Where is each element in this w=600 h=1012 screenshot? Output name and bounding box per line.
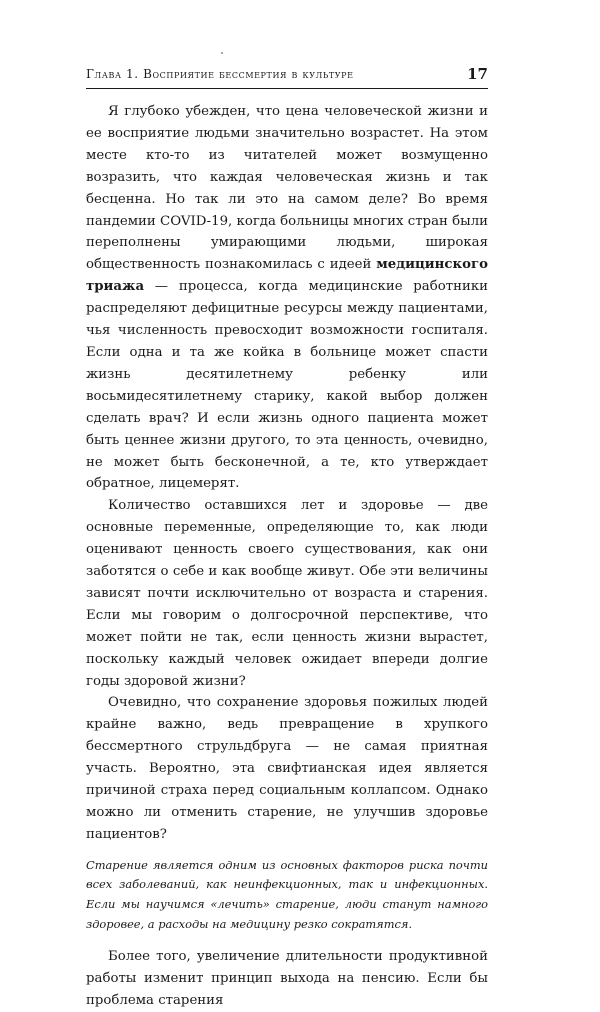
paragraph: Количество оставшихся лет и здоровье — две основные переменные, определяющие то, как люди оценивают ценность своего существования, как они заботятся о себе и как вообще живут. Обе эти величины зависят почти исключительно от возраста и старения. Если мы говорим о долгосрочной перспективе, что может пойти не так, если ценность жизни вырастет, поскольку каждый человек ожидает впереди долгие годы здоровой жизни? [86,498,488,689]
paragraph [86,101,488,495]
paragraph: Очевидно, что сохранение здоровья пожилых людей крайне важно, ведь превращение в хрупкого бессмертного струльдбруга — не самая приятная участь. Вероятно, эта свифтианская идея является причиной страха перед социальным коллапсом. Однако можно ли отменить старение, не улучшив здоровье пациентов? [86,695,488,842]
running-header [86,66,488,89]
page-number: 17 [467,65,488,83]
print-speck [221,52,223,54]
highlighted-quote [86,856,488,934]
chapter-title: Глава 1. Восприятие бессмертия в культуре [86,67,354,81]
paragraph: Более того, увеличение длительности продуктивной работы изменит принцип выхода на пенсию. Если бы проблема старения [86,949,488,1008]
quote-text: Старение является одним из основных факторов риска почти всех заболеваний, как неинфекционных, так и инфекционных. Если мы научимся «лечить» старение, люди станут намного здоровее, а расходы на медицину резко сократятся. [86,857,488,931]
paragraph-text: — процесса, когда медицинские работники распределяют дефицитные ресурсы между пациентами, чья численность превосходит возможности госпиталя. Если одна и та же койка в больнице может спасти жизнь десятилетнему ребенку или восьмидесятилетнему старику, какой выбор должен сделать врач? И если жизнь одного пациента может быть ценнее жизни другого, то эта ценность, очевидно, не может быть бесконечной, а те, кто утверждает обратное, лицемерят. [86,279,488,492]
body-text [86,101,488,1012]
paragraph-text: Я глубоко убежден, что цена человеческой жизни и ее восприятие людьми значительно возрастет. На этом месте кто-то из читателей может возмущенно возразить, что каждая человеческая жизнь и так бесценна. Но так ли это на самом деле? Во время пандемии COVID-19, когда больницы многих стран были переполнены умирающими людьми, широкая общественность познакомилась с идеей [86,104,488,273]
bold-term: медицинского триажа [86,257,488,295]
